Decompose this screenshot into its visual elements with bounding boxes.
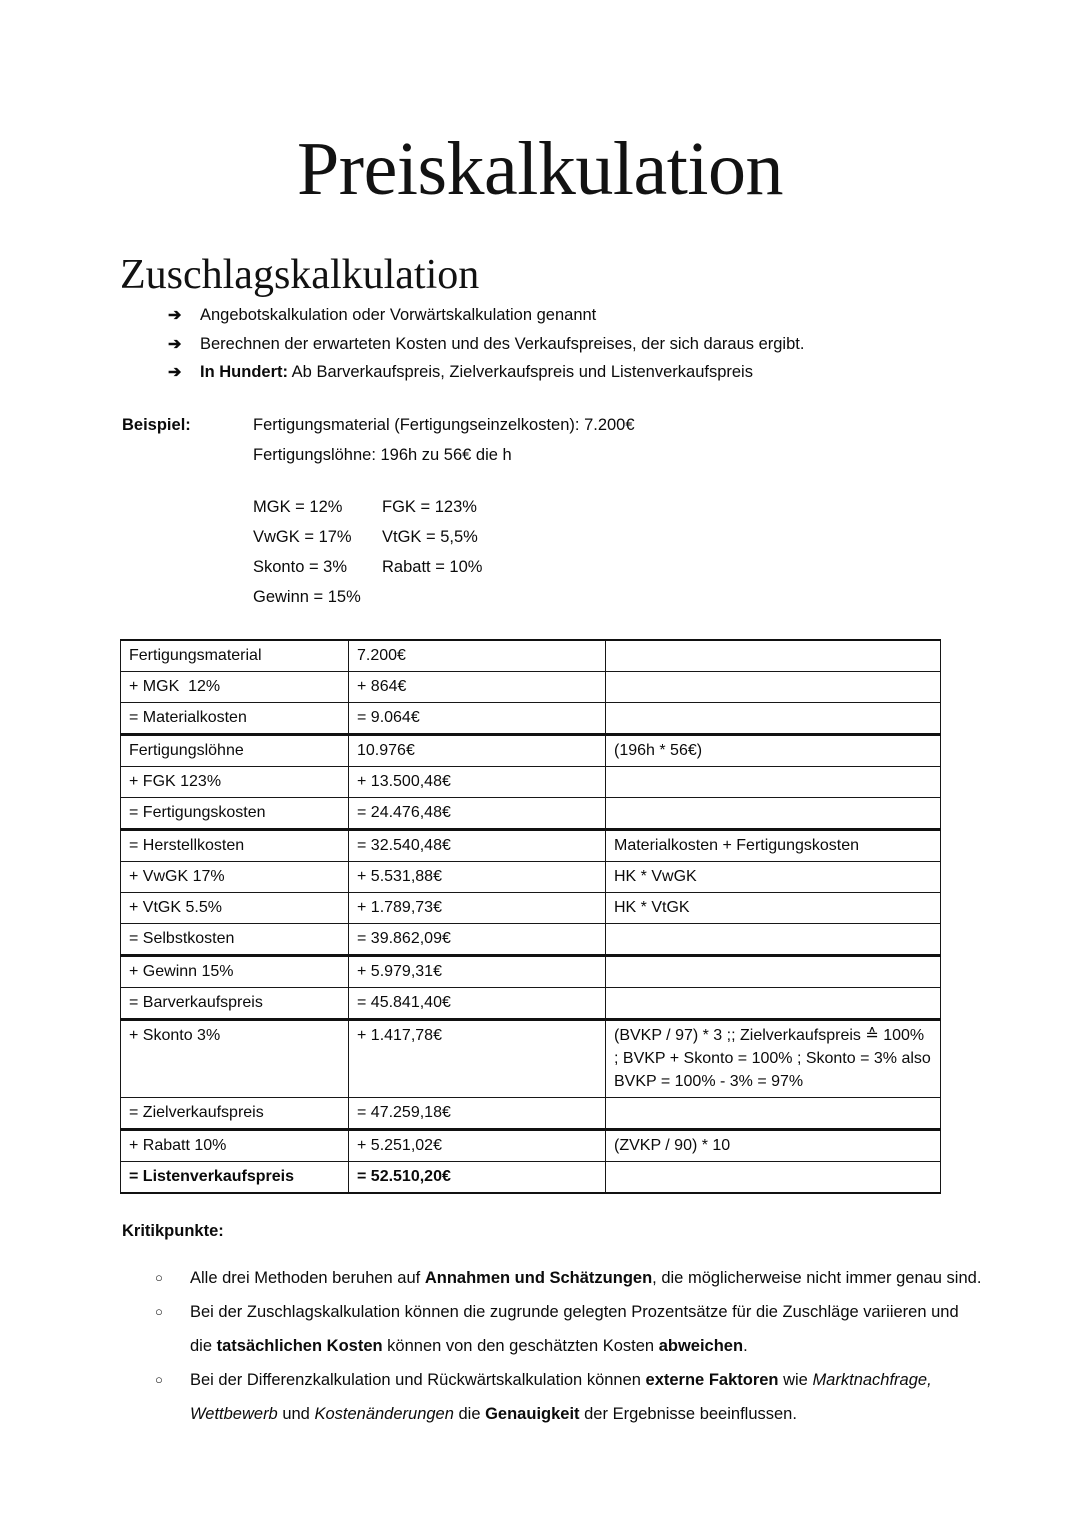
kritikpunkte-text: Bei der Zuschlagskalkulation können die zugrunde gelegten Prozentsätze für die Zuschläge variieren und die (190, 1302, 959, 1355)
example-rate-right: FGK = 123% (382, 497, 477, 516)
table-cell-note (606, 797, 941, 829)
table-cell-value: + 864€ (349, 671, 606, 702)
example-rate-row (253, 492, 1080, 522)
example-rate-row (253, 552, 1080, 582)
table-row (121, 987, 941, 1019)
circle-bullet-icon: ○ (155, 1303, 163, 1319)
arrow-bullet-label: Angebotskalkulation oder Vorwärtskalkulation genannt (200, 306, 597, 325)
kritikpunkte-emphasis: Genauigkeit (485, 1404, 580, 1423)
kritikpunkte-text: wie (778, 1370, 813, 1389)
table-cell-label: + FGK 123% (121, 766, 349, 797)
table-cell-value: = 9.064€ (349, 702, 606, 734)
table-row (121, 640, 941, 672)
kritikpunkte-text: , die möglicherweise nicht immer genau sind. (652, 1268, 982, 1287)
table-cell-label: + Gewinn 15% (121, 955, 349, 987)
table-cell-note: (BVKP / 97) * 3 ;; Zielverkaufspreis ≙ 100% ; BVKP + Skonto = 100% ; Skonto = 3% also BVKP = 100% - 3% = 97% (606, 1019, 941, 1097)
example-rate-row (253, 522, 1080, 552)
table-cell-value: + 13.500,48€ (349, 766, 606, 797)
table-cell-label: Fertigungsmaterial (121, 640, 349, 672)
table-cell-value: = 32.540,48€ (349, 829, 606, 861)
table-row (121, 766, 941, 797)
table-cell-value: = 24.476,48€ (349, 797, 606, 829)
example-rates (0, 470, 1080, 612)
table-cell-label: + Rabatt 10% (121, 1129, 349, 1161)
table-row (121, 702, 941, 734)
kritikpunkte-text: . (743, 1336, 748, 1355)
table-cell-label: = Selbstkosten (121, 923, 349, 955)
section-heading-zuschlagskalkulation: Zuschlagskalkulation (120, 252, 480, 298)
arrow-bullet-item (0, 303, 1080, 329)
table-cell-note (606, 1161, 941, 1193)
table-row (121, 734, 941, 766)
circle-bullet-icon: ○ (155, 1269, 163, 1285)
arrow-bullet-label: Berechnen der erwarteten Kosten und des Verkaufspreises, der sich daraus ergibt. (200, 334, 805, 353)
kritikpunkte-list (0, 1244, 1080, 1431)
table-cell-label: = Materialkosten (121, 702, 349, 734)
table-cell-label: Fertigungslöhne (121, 734, 349, 766)
example-rate-left: Skonto = 3% (253, 557, 348, 576)
table-cell-label: + VtGK 5.5% (121, 892, 349, 923)
arrow-bullet-label: Ab Barverkaufspreis, Zielverkaufspreis und Listenverkaufspreis (288, 363, 753, 382)
table-cell-note (606, 702, 941, 734)
table-cell-value: = 39.862,09€ (349, 923, 606, 955)
arrow-bullet-list (0, 297, 1080, 386)
example-rate-row (253, 582, 1080, 612)
table-cell-value: + 1.789,73€ (349, 892, 606, 923)
table-cell-note: HK * VwGK (606, 861, 941, 892)
table-cell-label: + Skonto 3% (121, 1019, 349, 1097)
example-rate-right (382, 582, 582, 612)
arrow-right-icon: ➔ (168, 307, 182, 325)
kritikpunkte-emphasis: Annahmen und Schätzungen (424, 1268, 653, 1287)
calculation-table-wrapper (0, 612, 1080, 1194)
table-cell-value: = 52.510,20€ (349, 1161, 606, 1193)
table-row (121, 861, 941, 892)
page-title: Preiskalkulation (297, 127, 783, 211)
kritikpunkte-item (0, 1261, 1080, 1295)
table-cell-label: = Fertigungskosten (121, 797, 349, 829)
table-cell-value: + 5.251,02€ (349, 1129, 606, 1161)
table-row (121, 671, 941, 702)
table-cell-note: HK * VtGK (606, 892, 941, 923)
table-row (121, 1097, 941, 1129)
calculation-table (120, 639, 941, 1194)
table-cell-label: = Herstellkosten (121, 829, 349, 861)
example-rate-left: Gewinn = 15% (253, 587, 361, 606)
table-row (121, 892, 941, 923)
table-cell-value: 7.200€ (349, 640, 606, 672)
table-row (121, 923, 941, 955)
table-cell-label: + VwGK 17% (121, 861, 349, 892)
arrow-bullet-bold-prefix: In Hundert: (200, 363, 288, 382)
table-cell-note (606, 1097, 941, 1129)
table-row (121, 797, 941, 829)
table-cell-note (606, 987, 941, 1019)
table-cell-label: = Barverkaufspreis (121, 987, 349, 1019)
table-cell-note: Materialkosten + Fertigungskosten (606, 829, 941, 861)
kritikpunkte-text: können von den geschätzten Kosten (382, 1336, 659, 1355)
example-rate-right: Rabatt = 10% (382, 557, 483, 576)
table-cell-value: + 1.417,78€ (349, 1019, 606, 1097)
example-rate-left: MGK = 12% (253, 497, 343, 516)
table-cell-value: + 5.531,88€ (349, 861, 606, 892)
table-cell-note (606, 671, 941, 702)
table-cell-note (606, 955, 941, 987)
kritikpunkte-text: und (277, 1404, 315, 1423)
example-rate-left: VwGK = 17% (253, 527, 352, 546)
example-rate-right: VtGK = 5,5% (382, 527, 478, 546)
table-row (121, 1129, 941, 1161)
table-cell-note (606, 640, 941, 672)
table-cell-value: = 47.259,18€ (349, 1097, 606, 1129)
table-cell-note (606, 766, 941, 797)
table-cell-note: (196h * 56€) (606, 734, 941, 766)
arrow-right-icon: ➔ (168, 364, 182, 382)
table-cell-value: = 45.841,40€ (349, 987, 606, 1019)
arrow-bullet-item (0, 360, 1080, 386)
kritikpunkte-item (0, 1363, 1080, 1431)
kritikpunkte-emphasis: externe Faktoren (645, 1370, 779, 1389)
table-row (121, 955, 941, 987)
table-row (121, 1019, 941, 1097)
arrow-right-icon: ➔ (168, 335, 182, 353)
table-row (121, 829, 941, 861)
table-cell-label: = Listenverkaufspreis (121, 1161, 349, 1193)
circle-bullet-icon: ○ (155, 1371, 163, 1387)
table-cell-note: (ZVKP / 90) * 10 (606, 1129, 941, 1161)
kritikpunkte-text: der Ergebnisse beeinflussen. (579, 1404, 797, 1423)
table-cell-label: + MGK 12% (121, 671, 349, 702)
table-cell-value: 10.976€ (349, 734, 606, 766)
kritikpunkte-item (0, 1295, 1080, 1363)
kritikpunkte-text: Bei der Differenzkalkulation und Rückwärtskalkulation können (190, 1370, 646, 1389)
table-cell-value: + 5.979,31€ (349, 955, 606, 987)
example-line: Fertigungsmaterial (Fertigungseinzelkosten): 7.200€ (253, 415, 635, 434)
kritikpunkte-text: Alle drei Methoden beruhen auf (190, 1268, 425, 1287)
kritikpunkte-italic: Marktnachfrage, Wettbewerb (190, 1370, 932, 1423)
example-block (0, 389, 1080, 612)
kritikpunkte-emphasis: tatsächlichen Kosten (216, 1336, 383, 1355)
table-cell-note (606, 923, 941, 955)
kritikpunkte-italic: Kostenänderungen (314, 1404, 454, 1423)
example-label: Beispiel: (122, 415, 191, 434)
kritikpunkte-emphasis: abweichen (658, 1336, 744, 1355)
arrow-bullet-item (0, 332, 1080, 358)
example-line: Fertigungslöhne: 196h zu 56€ die h (253, 445, 512, 464)
table-row (121, 1161, 941, 1193)
table-cell-label: = Zielverkaufspreis (121, 1097, 349, 1129)
kritikpunkte-text: die (453, 1404, 486, 1423)
kritikpunkte-heading: Kritikpunkte: (122, 1221, 224, 1240)
